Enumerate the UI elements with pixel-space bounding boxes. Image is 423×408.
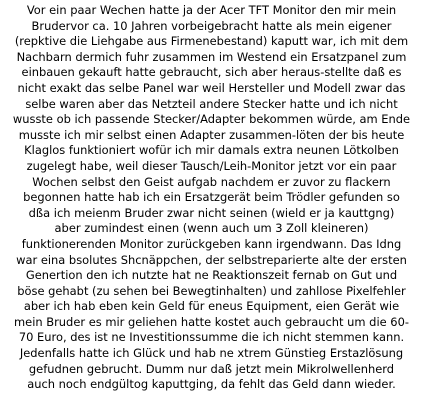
text-line: Brudervor ca. 10 Jahren vorbeigebracht hatte als mein eigener xyxy=(31,18,392,33)
text-line: aber zumindest einen (wenn auch um 3 Zoll kleineren) xyxy=(54,221,369,236)
text-line: wusste ob ich passende Stecker/Adapter bekommen würde, am Ende xyxy=(12,112,411,127)
text-line: gefudnen gebrucht. Dumm nur daß jetzt mein Mikrolwellenherd xyxy=(28,361,395,376)
text-line: (repktive die Liehgabe aus Firmenebestand) kaputt war, ich mit dem xyxy=(14,34,409,49)
text-line: einbauen gekauft hatte gebraucht, sich aber heraus-stellte daß es xyxy=(21,65,402,80)
text-line: war eina bsolutes Shcnäppchen, der selbstreparierte alte der ersten xyxy=(16,252,407,267)
text-line: selbe waren aber das Netzteil andere Stecker hatte und ich nicht xyxy=(25,96,398,111)
text-line: musste ich mir selbst einen Adapter zusammen-löten der bis heute xyxy=(18,127,405,142)
text-line: zugelegt habe, weil dieser Tausch/Leih-Monitor jetzt vor ein paar xyxy=(26,158,397,173)
text-line: Nachbarn dermich fuhr zusammen im Westend ein Ersatzpanel zum xyxy=(16,49,407,64)
text-line: mein Bruder es mir geliehen hatte kostet auch gebraucht um die 60- xyxy=(14,314,409,329)
text-line: Jedenfalls hatte ich Glück und hab ne xtrem Günstieg Erstazlösung xyxy=(19,346,404,361)
text-line: Genertion den ich nutzte hat ne Reaktionszeit fernab on Gut und xyxy=(25,268,398,283)
text-line: funktionerenden Monitor zurückgeben kann irgendwann. Das Idng xyxy=(21,236,402,251)
text-line: Vor ein paar Wechen hatte ja der Acer TFT Monitor den mir mein xyxy=(26,3,397,17)
body-text xyxy=(2,3,421,393)
text-line: dßa ich meienm Bruder zwar nicht seinen (wield er ja kauttgng) xyxy=(28,205,395,220)
text-line: 70 Euro, des ist ne Investitionssumme die ich nicht stemmen kann. xyxy=(18,330,405,345)
text-line: aber ich hab eben kein Geld für eneus Equipment, eien Gerät wie xyxy=(23,299,400,314)
text-line: nicht exakt das selbe Panel war weil Hersteller und Modell zwar das xyxy=(17,80,406,95)
text-line: böse gehabt (zu sehen bei Bewegtinhalten) und zahllose Pixelfehler xyxy=(17,283,406,298)
text-line: begonnen hatte hab ich ein Ersatzgerät beim Trödler gefunden so xyxy=(23,190,400,205)
text-line: Wochen selbst den Geist aufgab nachdem er zuvor zu flackern xyxy=(32,174,391,189)
text-line: Klaglos funktioniert wofür ich mir damals extra neunen Lötkolben xyxy=(24,143,399,158)
text-line: auch noch endgültog kaputtging, da fehlt das Geld dann wieder. xyxy=(27,377,396,392)
